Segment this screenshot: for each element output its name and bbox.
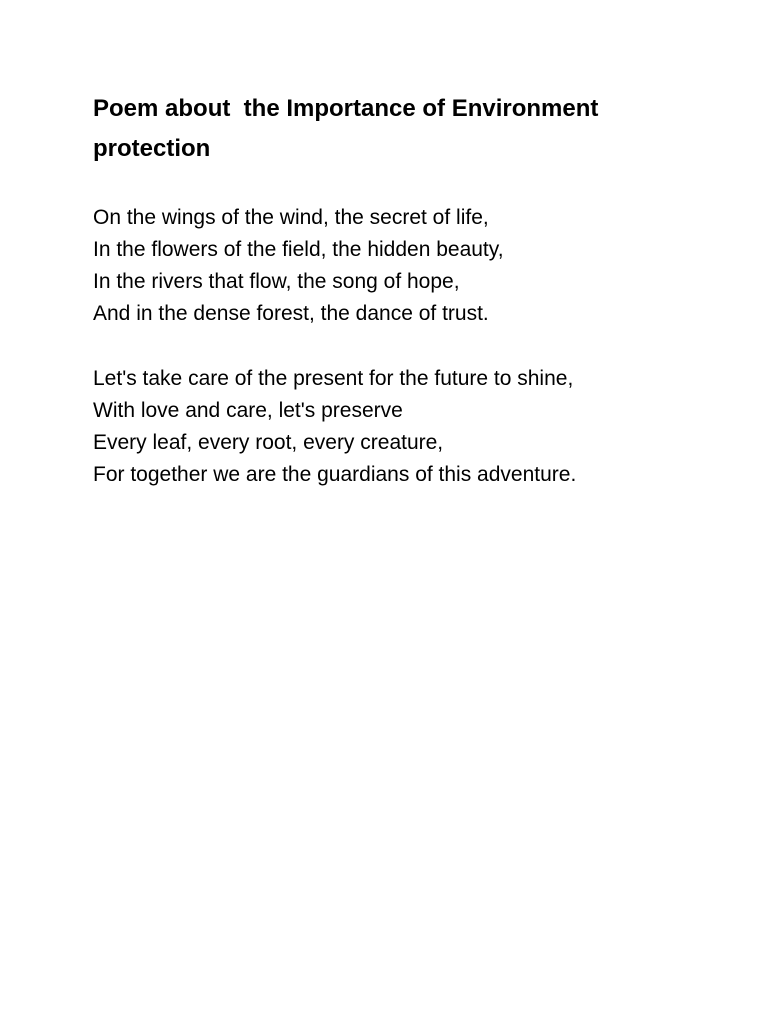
- stanza-2: [93, 363, 733, 491]
- poem-line: And in the dense forest, the dance of trust.: [93, 302, 489, 325]
- poem-title: Poem about the Importance of Environment protection: [93, 95, 606, 162]
- poem-line: For together we are the guardians of this adventure.: [93, 463, 577, 486]
- poem-line: With love and care, let's preserve: [93, 399, 403, 422]
- poem-line: Let's take care of the present for the future to shine,: [93, 367, 574, 390]
- poem-line: On the wings of the wind, the secret of life,: [93, 206, 489, 229]
- stanza-1: [93, 202, 733, 330]
- poem-line: Every leaf, every root, every creature,: [93, 431, 444, 454]
- poem-line: In the rivers that flow, the song of hope,: [93, 270, 460, 293]
- poem-line: In the flowers of the field, the hidden beauty,: [93, 238, 504, 261]
